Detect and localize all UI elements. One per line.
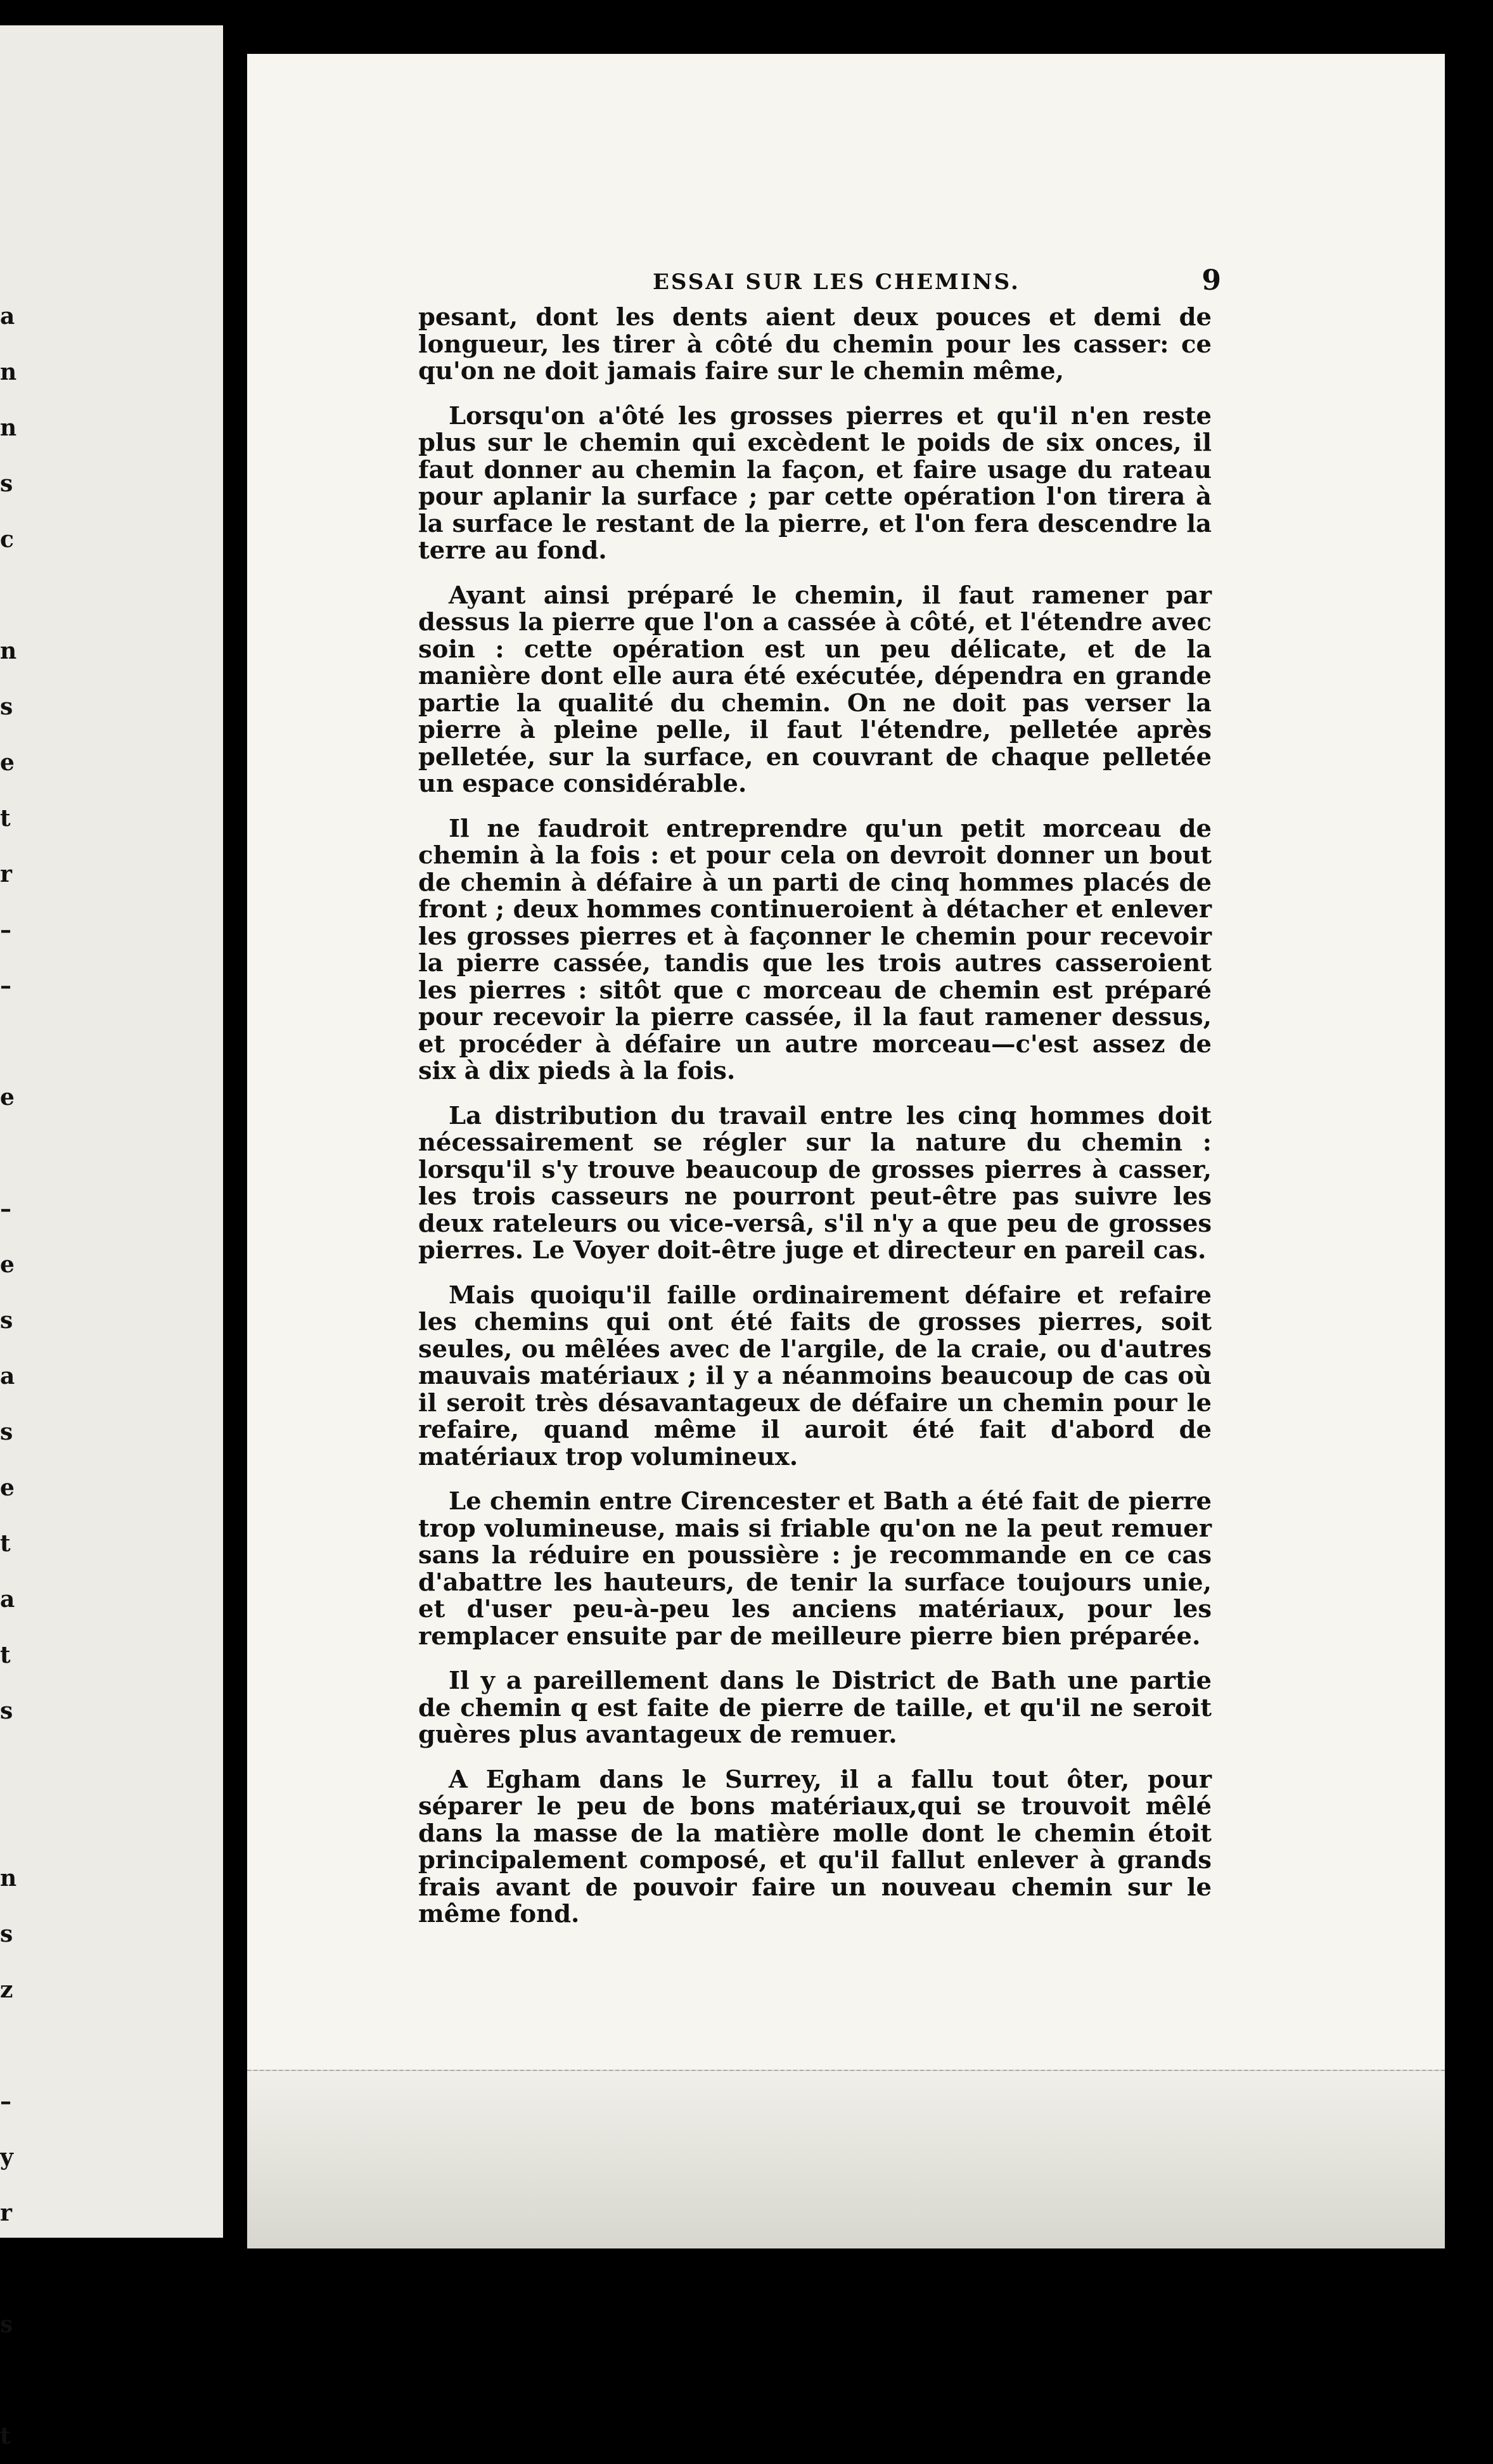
page-number: 9 — [1201, 264, 1223, 297]
margin-letter: t — [0, 2423, 11, 2449]
margin-letter — [0, 1795, 25, 1850]
paragraph: Il y a pareillement dans le District de Bath une partie de chemin q est faite de pierre de taille, et qu'il ne seroit guères plus avantageux de remuer. — [418, 1667, 1212, 1749]
paragraph: La distribution du travail entre les cinq hommes doit nécessairement se régler sur la nature du chemin : lorsqu'il s'y trouve beaucoup de grosses pierres à casser, les trois casseurs ne pourront peut-être pas suivre les deux rateleurs ou vice-versâ, s'il n'y a que peu de grosses pierres. Le Voyer doit-être juge et directeur en pareil cas. — [418, 1101, 1212, 1265]
margin-letter — [0, 1125, 25, 1181]
margin-letter — [0, 2241, 25, 2297]
margin-letter: s — [0, 1419, 13, 1445]
margin-letter: n — [0, 415, 17, 441]
margin-letter: s — [0, 2311, 13, 2338]
left-margin-letters — [0, 288, 25, 2464]
running-title: ESSAI SUR LES CHEMINS. — [653, 269, 1020, 295]
margin-letter: e — [0, 1474, 15, 1501]
margin-letter: t — [0, 1642, 11, 1668]
margin-letter: y — [0, 2144, 13, 2171]
margin-letter: e — [0, 749, 15, 776]
margin-letter: – — [0, 2088, 11, 2115]
margin-letter: e — [0, 1251, 15, 1278]
margin-letter — [0, 2018, 25, 2074]
margin-letter: n — [0, 1865, 17, 1892]
margin-letter: s — [0, 693, 13, 720]
margin-letter: z — [0, 1977, 13, 2003]
margin-letter: a — [0, 1586, 15, 1613]
margin-letter: n — [0, 359, 17, 385]
book-spine — [223, 0, 247, 2267]
margin-letter: – — [0, 972, 11, 999]
margin-letter: t — [0, 1530, 11, 1557]
margin-letter: a — [0, 303, 15, 330]
margin-letter: r — [0, 861, 12, 887]
paragraph: A Egham dans le Surrey, il a fallu tout ôter, pour séparer le peu de bons matériaux,qui se trouvoit mêlé dans la masse de la matière molle dont le chemin étoit principalement composé, et qu'il fallut enlever à grands frais avant de pouvoir faire un nouveau chemin sur le même fond. — [418, 1765, 1212, 1928]
margin-letter: s — [0, 1698, 13, 1724]
margin-letter: s — [0, 1307, 13, 1334]
margin-letter: r — [0, 2200, 12, 2226]
margin-letter: – — [0, 917, 11, 943]
paragraph: Mais quoiqu'il faille ordinairement défaire et refaire les chemins qui ont été faits de grosses pierres, soit seules, ou mêlées avec de l'argile, de la craie, ou d'autres mauvais matériaux ; il y a néanmoins beaucoup de cas où il seroit très désavantageux de défaire un chemin pour le refaire, quand même il auroit été fait d'abord de matériaux trop volumineux. — [418, 1280, 1212, 1471]
margin-letter: – — [0, 1196, 11, 1222]
page-bottom-edge — [247, 2070, 1445, 2248]
body-text — [418, 304, 1212, 1946]
margin-letter: e — [0, 1084, 15, 1111]
margin-letter: n — [0, 638, 17, 664]
paragraph: Le chemin entre Cirencester et Bath a été fait de pierre trop volumineuse, mais si friable qu'on ne la peut remuer sans la réduire en poussière : je recommande en ce cas d'abattre les hauteurs, de tenir la surface toujours unie, et d'user peu-à-peu les anciens matériaux, pour les remplacer ensuite par de meilleure pierre bien préparée. — [418, 1487, 1212, 1651]
margin-letter — [0, 567, 25, 623]
margin-letter: s — [0, 1921, 13, 1947]
paragraph: Ayant ainsi préparé le chemin, il faut ramener par dessus la pierre que l'on a cassée à côté, et l'étendre avec soin : cette opération est un peu délicate, et de la manière dont elle aura été exécutée, dépendra en grande partie la qualité du chemin. On ne doit pas verser la pierre à pleine pelle, il faut l'étendre, pelletée après pelletée, sur la surface, en couvrant de chaque pelletée un espace considérable. — [418, 581, 1212, 798]
paragraph: Lorsqu'on a'ôté les grosses pierres et qu'il n'en reste plus sur le chemin qui excèdent le poids de six onces, il faut donner au chemin la façon, et faire usage du rateau pour aplanir la surface ; par cette opération l'on tirera à la surface le restant de la pierre, et l'on fera descendre la terre au fond. — [418, 401, 1212, 565]
left-page-fragment — [0, 25, 223, 2238]
paragraph: pesant, dont les dents aient deux pouces et demi de longueur, les tirer à côté du chemin pour les casser: ce qu'on ne doit jamais faire sur le chemin même, — [418, 303, 1212, 385]
margin-letter — [0, 2352, 25, 2408]
page-header — [653, 264, 1223, 301]
margin-letter: a — [0, 1363, 15, 1390]
margin-letter — [0, 1014, 25, 1069]
margin-letter — [0, 1739, 25, 1795]
margin-letter: c — [0, 526, 14, 553]
paragraph: Il ne faudroit entreprendre qu'un petit morceau de chemin à la fois : et pour cela on devroit donner un bout de chemin à défaire à un parti de cinq hommes placés de front ; deux hommes continueroient à détacher et enlever les grosses pierres et à façonner le chemin pour recevoir la pierre cassée, tandis que les trois autres casseroient les pierres : sitôt que c morceau de chemin est préparé pour recevoir la pierre cassée, il la faut ramener dessus, et procéder à défaire un autre morceau—c'est assez de six à dix pieds à la fois. — [418, 814, 1212, 1085]
margin-letter: s — [0, 470, 13, 497]
margin-letter: t — [0, 805, 11, 832]
